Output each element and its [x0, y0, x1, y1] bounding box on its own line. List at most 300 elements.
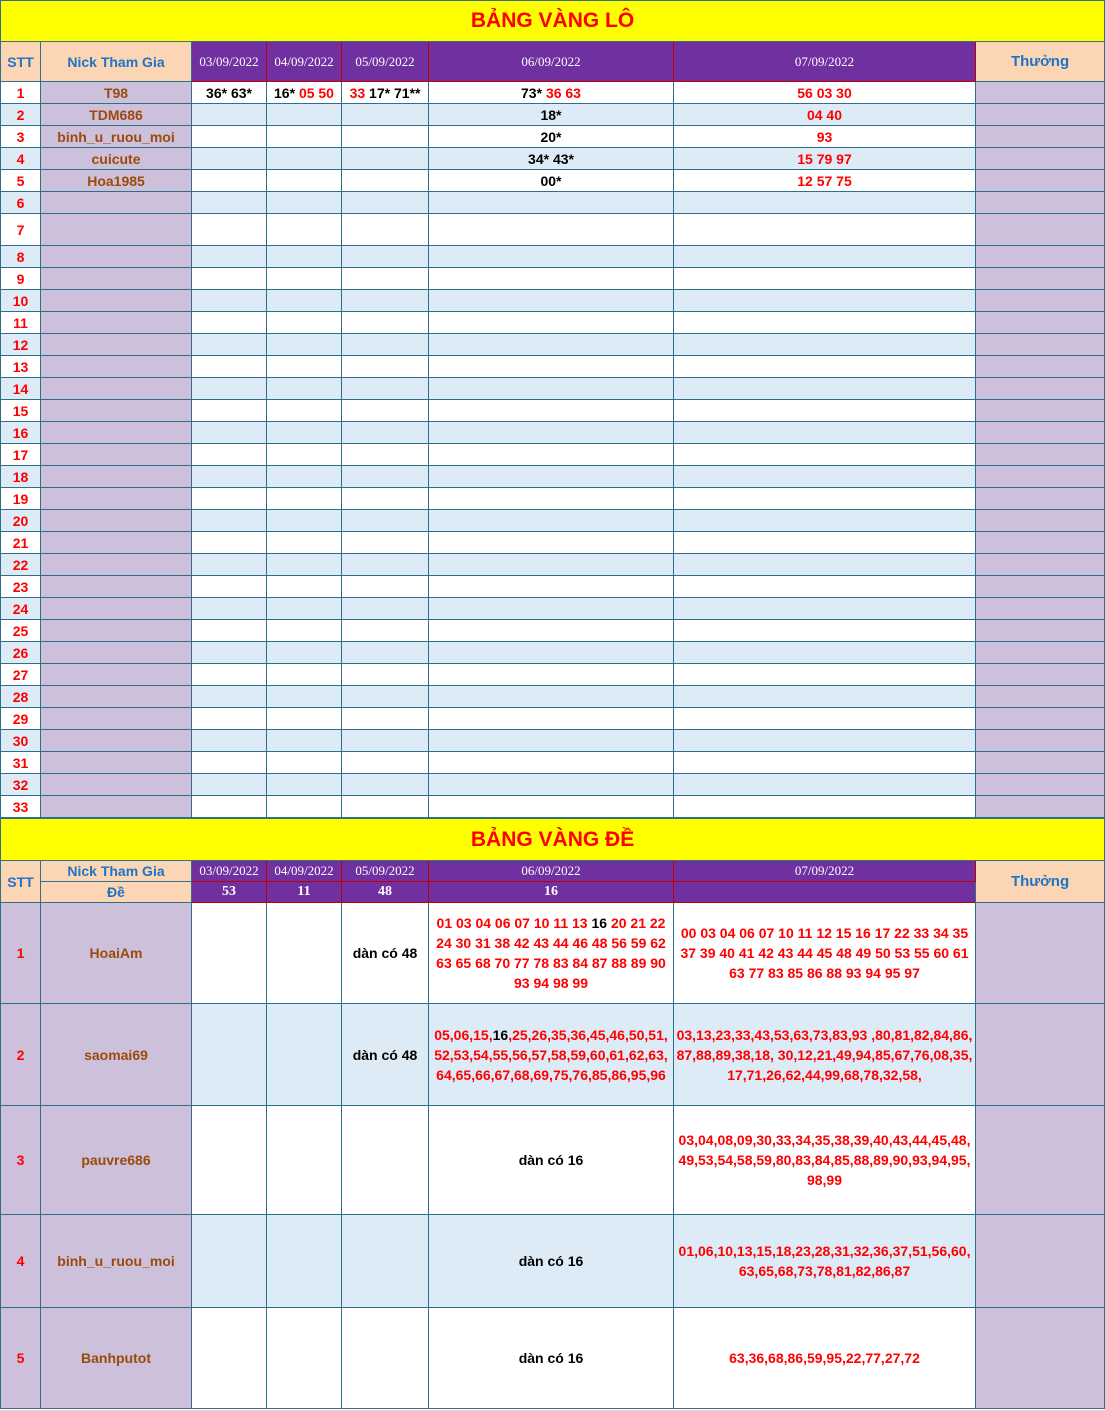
pick-cell[interactable] [342, 752, 429, 774]
nick-name [41, 444, 192, 466]
pick-cell[interactable] [192, 1106, 267, 1215]
pick-cell[interactable] [674, 664, 976, 686]
pick-cell[interactable] [192, 686, 267, 708]
pick-cell[interactable] [342, 1215, 429, 1308]
de-result-row [1, 882, 1105, 903]
nick-name [41, 378, 192, 400]
pick-cell[interactable] [267, 126, 342, 148]
pick-cell[interactable] [192, 214, 267, 246]
prize-cell[interactable] [976, 378, 1105, 400]
pick-cell[interactable] [674, 334, 976, 356]
pick-cell[interactable] [429, 82, 674, 104]
prize-cell[interactable] [976, 598, 1105, 620]
prize-cell[interactable] [976, 664, 1105, 686]
nick-name [41, 554, 192, 576]
pick-cell[interactable] [342, 774, 429, 796]
pick-cell[interactable] [674, 126, 976, 148]
date-header: 03/09/2022 [192, 861, 267, 882]
pick-cell[interactable] [429, 598, 674, 620]
pick-cell[interactable] [674, 170, 976, 192]
prize-cell[interactable] [976, 170, 1105, 192]
pick-cell[interactable] [342, 598, 429, 620]
pick-cell[interactable] [429, 488, 674, 510]
pick-cell[interactable] [429, 1106, 674, 1215]
cell-text: 00* [540, 172, 562, 189]
pick-cell[interactable] [342, 554, 429, 576]
pick-cell[interactable] [429, 642, 674, 664]
pick-cell[interactable] [429, 1004, 674, 1106]
pick-cell[interactable] [342, 126, 429, 148]
pick-cell[interactable] [192, 664, 267, 686]
pick-cell[interactable] [429, 708, 674, 730]
pick-cell[interactable] [674, 488, 976, 510]
pick-cell[interactable] [674, 192, 976, 214]
nick-name [41, 642, 192, 664]
prize-cell[interactable] [976, 192, 1105, 214]
pick-cell[interactable] [429, 1308, 674, 1409]
cell-text: 01,06,10,13,15,18,23,28,31,32,36,37,51,56,60,63,65,68,73,78,81,82,86,87 [678, 1243, 971, 1279]
cell-text: 03,04,08,09,30,33,34,35,38,39,40,43,44,45,48,49,53,54,58,59,80,83,84,85,88,89,90,93,94,95,98,99 [678, 1132, 971, 1188]
row-number: 24 [1, 598, 41, 620]
pick-cell[interactable] [192, 903, 267, 1004]
cell-text: dàn có 48 [352, 1046, 418, 1063]
row-number: 15 [1, 400, 41, 422]
pick-cell[interactable] [192, 554, 267, 576]
pick-cell[interactable] [429, 554, 674, 576]
pick-cell[interactable] [674, 466, 976, 488]
pick-cell[interactable] [674, 620, 976, 642]
pick-cell[interactable] [674, 903, 976, 1004]
nick-name [41, 268, 192, 290]
pick-cell[interactable] [429, 334, 674, 356]
nick-name [41, 290, 192, 312]
pick-cell[interactable] [267, 400, 342, 422]
pick-cell[interactable] [674, 752, 976, 774]
pick-cell[interactable] [429, 796, 674, 818]
prize-cell[interactable] [976, 1106, 1105, 1215]
row-number: 3 [1, 126, 41, 148]
de-title: BẢNG VÀNG ĐỀ [1, 819, 1105, 861]
pick-cell[interactable] [342, 192, 429, 214]
pick-cell[interactable] [267, 334, 342, 356]
table-row [1, 510, 1105, 532]
pick-cell[interactable] [429, 422, 674, 444]
prize-cell[interactable] [976, 510, 1105, 532]
pick-cell[interactable] [192, 466, 267, 488]
stt-header: STT [1, 42, 41, 82]
nick-name [41, 246, 192, 268]
pick-cell[interactable] [429, 576, 674, 598]
pick-cell[interactable] [342, 796, 429, 818]
pick-cell[interactable] [342, 664, 429, 686]
pick-cell[interactable] [429, 170, 674, 192]
row-number: 6 [1, 192, 41, 214]
cell-text: 20* [540, 128, 562, 145]
pick-cell[interactable] [192, 444, 267, 466]
prize-cell[interactable] [976, 400, 1105, 422]
pick-cell[interactable] [342, 444, 429, 466]
prize-cell[interactable] [976, 774, 1105, 796]
pick-cell[interactable] [674, 554, 976, 576]
pick-cell[interactable] [342, 730, 429, 752]
cell-text: 12 57 75 [797, 172, 852, 189]
nick-header: Nick Tham Gia [41, 861, 192, 882]
row-number: 31 [1, 752, 41, 774]
table-row [1, 752, 1105, 774]
pick-cell[interactable] [267, 598, 342, 620]
row-number: 5 [1, 1308, 41, 1409]
pick-cell[interactable] [674, 598, 976, 620]
row-number: 10 [1, 290, 41, 312]
pick-cell[interactable] [267, 1106, 342, 1215]
pick-cell[interactable] [192, 126, 267, 148]
cell-text: 16 [492, 1026, 509, 1043]
pick-cell[interactable] [674, 1215, 976, 1308]
pick-cell[interactable] [429, 1215, 674, 1308]
pick-cell[interactable] [192, 1308, 267, 1409]
pick-cell[interactable] [192, 488, 267, 510]
pick-cell[interactable] [674, 214, 976, 246]
table-row [1, 268, 1105, 290]
row-number: 1 [1, 903, 41, 1004]
pick-cell[interactable] [674, 422, 976, 444]
nick-name [41, 796, 192, 818]
pick-cell[interactable] [267, 466, 342, 488]
prize-cell[interactable] [976, 1215, 1105, 1308]
pick-cell[interactable] [267, 356, 342, 378]
pick-cell[interactable] [429, 378, 674, 400]
pick-cell[interactable] [342, 312, 429, 334]
pick-cell[interactable] [192, 82, 267, 104]
pick-cell[interactable] [429, 312, 674, 334]
pick-cell[interactable] [342, 268, 429, 290]
pick-cell[interactable] [674, 774, 976, 796]
nick-name: Banhputot [41, 1308, 192, 1409]
pick-cell[interactable] [342, 170, 429, 192]
pick-cell[interactable] [674, 246, 976, 268]
pick-cell[interactable] [342, 620, 429, 642]
pick-cell[interactable] [267, 148, 342, 170]
pick-cell[interactable] [267, 268, 342, 290]
pick-cell[interactable] [192, 268, 267, 290]
prize-cell[interactable] [976, 334, 1105, 356]
pick-cell[interactable] [267, 774, 342, 796]
pick-cell[interactable] [267, 1308, 342, 1409]
pick-cell[interactable] [429, 730, 674, 752]
pick-cell[interactable] [342, 104, 429, 126]
pick-cell[interactable] [674, 576, 976, 598]
pick-cell[interactable] [342, 214, 429, 246]
prize-header: Thưởng [976, 42, 1105, 82]
pick-cell[interactable] [429, 104, 674, 126]
prize-cell[interactable] [976, 246, 1105, 268]
pick-cell[interactable] [429, 466, 674, 488]
pick-cell[interactable] [674, 312, 976, 334]
pick-cell[interactable] [192, 708, 267, 730]
pick-cell[interactable] [674, 356, 976, 378]
date-header: 06/09/2022 [429, 861, 674, 882]
pick-cell[interactable] [267, 1004, 342, 1106]
pick-cell[interactable] [192, 532, 267, 554]
pick-cell[interactable] [192, 400, 267, 422]
prize-cell[interactable] [976, 532, 1105, 554]
pick-cell[interactable] [674, 82, 976, 104]
number-list [674, 1348, 975, 1368]
pick-cell[interactable] [267, 246, 342, 268]
pick-cell[interactable] [267, 82, 342, 104]
prize-cell[interactable] [976, 290, 1105, 312]
pick-cell[interactable] [267, 214, 342, 246]
nick-name [41, 400, 192, 422]
cell-text: 17* 71** [369, 84, 421, 101]
pick-cell[interactable] [267, 620, 342, 642]
pick-cell[interactable] [674, 148, 976, 170]
prize-cell[interactable] [976, 312, 1105, 334]
prize-cell[interactable] [976, 422, 1105, 444]
pick-cell[interactable] [342, 400, 429, 422]
prize-cell[interactable] [976, 576, 1105, 598]
pick-cell[interactable] [267, 730, 342, 752]
date-header: 07/09/2022 [674, 42, 976, 82]
pick-cell[interactable] [342, 334, 429, 356]
pick-cell[interactable] [192, 510, 267, 532]
pick-cell[interactable] [192, 752, 267, 774]
nick-name [41, 510, 192, 532]
pick-cell[interactable] [267, 1215, 342, 1308]
pick-cell[interactable] [342, 1004, 429, 1106]
prize-cell[interactable] [976, 686, 1105, 708]
table-row [1, 312, 1105, 334]
cell-text: ,25,26,35,36,45,46,50,51,52,53,54,55,56,57,58,59,60,61,62,63,64,65,66,67,68,69,75,76,85,86,95,96 [434, 1026, 668, 1083]
row-number: 25 [1, 620, 41, 642]
prize-cell[interactable] [976, 214, 1105, 246]
pick-cell[interactable] [192, 576, 267, 598]
pick-cell[interactable] [342, 708, 429, 730]
pick-cell[interactable] [342, 82, 429, 104]
prize-cell[interactable] [976, 1004, 1105, 1106]
pick-cell[interactable] [674, 268, 976, 290]
pick-cell[interactable] [429, 510, 674, 532]
row-number: 11 [1, 312, 41, 334]
number-list [429, 1025, 673, 1085]
pick-cell[interactable] [192, 378, 267, 400]
pick-cell[interactable] [192, 170, 267, 192]
row-number: 3 [1, 1106, 41, 1215]
pick-cell[interactable] [429, 664, 674, 686]
prize-cell[interactable] [976, 148, 1105, 170]
number-list [429, 1251, 673, 1271]
nick-name [41, 312, 192, 334]
pick-cell[interactable] [429, 246, 674, 268]
lo-title: BẢNG VÀNG LÔ [1, 1, 1105, 42]
pick-cell[interactable] [192, 730, 267, 752]
pick-cell[interactable] [429, 752, 674, 774]
pick-cell[interactable] [192, 312, 267, 334]
pick-cell[interactable] [429, 444, 674, 466]
pick-cell[interactable] [429, 620, 674, 642]
pick-cell[interactable] [192, 356, 267, 378]
pick-cell[interactable] [674, 290, 976, 312]
pick-cell[interactable] [674, 1004, 976, 1106]
prize-cell[interactable] [976, 554, 1105, 576]
pick-cell[interactable] [342, 532, 429, 554]
pick-cell[interactable] [674, 686, 976, 708]
prize-cell[interactable] [976, 104, 1105, 126]
pick-cell[interactable] [267, 510, 342, 532]
date-header: 04/09/2022 [267, 42, 342, 82]
pick-cell[interactable] [429, 192, 674, 214]
pick-cell[interactable] [192, 598, 267, 620]
pick-cell[interactable] [342, 1308, 429, 1409]
prize-cell[interactable] [976, 356, 1105, 378]
pick-cell[interactable] [192, 148, 267, 170]
cell-text: 93 [816, 128, 833, 145]
row-number: 4 [1, 148, 41, 170]
prize-cell[interactable] [976, 1308, 1105, 1409]
de-title-row [1, 819, 1105, 861]
table-row [1, 104, 1105, 126]
row-number: 1 [1, 82, 41, 104]
pick-cell[interactable] [267, 378, 342, 400]
pick-cell[interactable] [429, 268, 674, 290]
nick-name [41, 576, 192, 598]
table-row [1, 214, 1105, 246]
pick-cell[interactable] [429, 400, 674, 422]
prize-cell[interactable] [976, 730, 1105, 752]
prize-cell[interactable] [976, 268, 1105, 290]
pick-cell[interactable] [267, 903, 342, 1004]
pick-cell[interactable] [192, 642, 267, 664]
table-row [1, 554, 1105, 576]
row-number: 4 [1, 1215, 41, 1308]
pick-cell[interactable] [674, 730, 976, 752]
pick-cell[interactable] [267, 488, 342, 510]
pick-cell[interactable] [192, 422, 267, 444]
pick-cell[interactable] [429, 903, 674, 1004]
pick-cell[interactable] [192, 620, 267, 642]
pick-cell[interactable] [267, 312, 342, 334]
table-row [1, 400, 1105, 422]
nick-name: binh_u_ruou_moi [41, 126, 192, 148]
pick-cell[interactable] [342, 488, 429, 510]
pick-cell[interactable] [192, 334, 267, 356]
prize-cell[interactable] [976, 752, 1105, 774]
pick-cell[interactable] [429, 214, 674, 246]
pick-cell[interactable] [342, 246, 429, 268]
row-number: 27 [1, 664, 41, 686]
pick-cell[interactable] [192, 246, 267, 268]
prize-cell[interactable] [976, 444, 1105, 466]
pick-cell[interactable] [192, 1004, 267, 1106]
pick-cell[interactable] [267, 104, 342, 126]
nick-name: cuicute [41, 148, 192, 170]
pick-cell[interactable] [267, 170, 342, 192]
pick-cell[interactable] [267, 686, 342, 708]
pick-cell[interactable] [267, 752, 342, 774]
prize-cell[interactable] [976, 642, 1105, 664]
pick-cell[interactable] [674, 708, 976, 730]
nick-name [41, 598, 192, 620]
pick-cell[interactable] [429, 532, 674, 554]
pick-cell[interactable] [429, 686, 674, 708]
pick-cell[interactable] [192, 290, 267, 312]
pick-cell[interactable] [429, 290, 674, 312]
pick-cell[interactable] [267, 708, 342, 730]
pick-cell[interactable] [267, 532, 342, 554]
pick-cell[interactable] [342, 510, 429, 532]
pick-cell[interactable] [674, 796, 976, 818]
pick-cell[interactable] [192, 774, 267, 796]
prize-cell[interactable] [976, 466, 1105, 488]
pick-cell[interactable] [267, 664, 342, 686]
cell-text: dàn có 16 [518, 1253, 584, 1269]
row-number: 29 [1, 708, 41, 730]
lo-title-row [1, 1, 1105, 42]
prize-cell[interactable] [976, 620, 1105, 642]
pick-cell[interactable] [342, 642, 429, 664]
pick-cell[interactable] [429, 126, 674, 148]
pick-cell[interactable] [267, 422, 342, 444]
prize-cell[interactable] [976, 126, 1105, 148]
pick-cell[interactable] [192, 1215, 267, 1308]
prize-cell[interactable] [976, 488, 1105, 510]
pick-cell[interactable] [267, 192, 342, 214]
nick-name [41, 422, 192, 444]
prize-cell[interactable] [976, 708, 1105, 730]
pick-cell[interactable] [674, 444, 976, 466]
pick-cell[interactable] [267, 554, 342, 576]
pick-cell[interactable] [674, 532, 976, 554]
pick-cell[interactable] [429, 774, 674, 796]
pick-cell[interactable] [674, 400, 976, 422]
pick-cell[interactable] [342, 686, 429, 708]
pick-cell[interactable] [342, 903, 429, 1004]
pick-cell[interactable] [342, 356, 429, 378]
pick-cell[interactable] [342, 378, 429, 400]
pick-cell[interactable] [429, 148, 674, 170]
pick-cell[interactable] [342, 466, 429, 488]
pick-cell[interactable] [674, 104, 976, 126]
pick-cell[interactable] [674, 1106, 976, 1215]
cell-text: 16 [591, 915, 608, 931]
prize-cell[interactable] [976, 796, 1105, 818]
pick-cell[interactable] [267, 444, 342, 466]
number-list [674, 1025, 975, 1085]
pick-cell[interactable] [342, 1106, 429, 1215]
pick-cell[interactable] [342, 576, 429, 598]
prize-cell[interactable] [976, 903, 1105, 1004]
pick-cell[interactable] [674, 378, 976, 400]
table-row [1, 356, 1105, 378]
pick-cell[interactable] [192, 192, 267, 214]
pick-cell[interactable] [429, 356, 674, 378]
pick-cell[interactable] [192, 104, 267, 126]
table-row [1, 620, 1105, 642]
prize-cell[interactable] [976, 82, 1105, 104]
pick-cell[interactable] [342, 290, 429, 312]
pick-cell[interactable] [674, 1308, 976, 1409]
cell-text: 36* 63* [206, 84, 252, 101]
pick-cell[interactable] [342, 148, 429, 170]
pick-cell[interactable] [342, 422, 429, 444]
pick-cell[interactable] [267, 576, 342, 598]
pick-cell[interactable] [267, 642, 342, 664]
pick-cell[interactable] [267, 796, 342, 818]
pick-cell[interactable] [192, 796, 267, 818]
pick-cell[interactable] [674, 510, 976, 532]
pick-cell[interactable] [267, 290, 342, 312]
pick-cell[interactable] [674, 642, 976, 664]
